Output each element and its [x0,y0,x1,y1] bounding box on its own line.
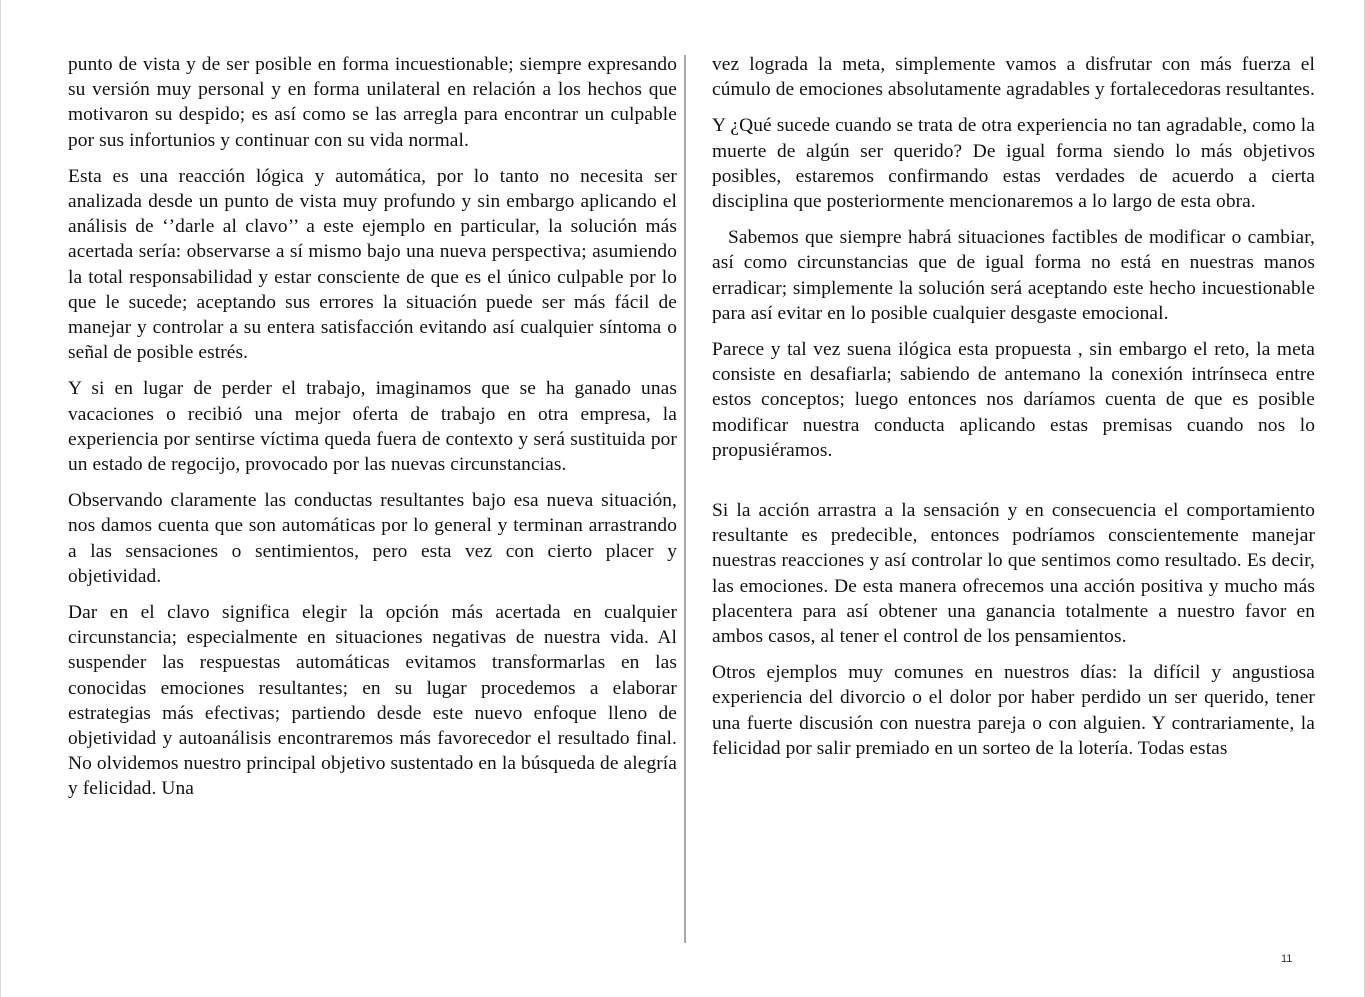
paragraph: Dar en el clavo significa elegir la opción más acertada en cualquier circunstancia; especialmente en situaciones negativas de nuestra vida. Al suspender las respuestas automáticas evitamos transformarlas en las conocidas emociones resultantes; en su lugar procedemos a elaborar estrategias más efectivas; partiendo desde este nuevo enfoque lleno de objetividad y autoanálisis encontraremos más favorecedor el resultado final. No olvidemos nuestro principal objetivo sustentado en la búsqueda de alegría y felicidad. Una [68,602,677,800]
paragraph: Si la acción arrastra a la sensación y en consecuencia el comportamiento resultante es predecible, entonces podríamos conscientemente manejar nuestras reacciones y así controlar lo que sentimos como resultado. Es decir, las emociones. De esta manera ofrecemos una acción positiva y mucho más placentera para así obtener una ganancia totalmente a nuestro favor en ambos casos, al tener el control de los pensamientos. [712,500,1315,648]
paragraph: Observando claramente las conductas resultantes bajo esa nueva situación, nos damos cuenta que son automáticas por lo general y terminan arrastrando a las sensaciones o sentimientos, pero esta vez con cierto placer y objetividad. [68,490,677,587]
paragraph: Otros ejemplos muy comunes en nuestros días: la difícil y angustiosa experiencia del divorcio o el dolor por haber perdido un ser querido, tener una fuerte discusión con nuestra pareja o con alguien. Y contrariamente, la felicidad por salir premiado en un sorteo de la lotería. Todas estas [712,662,1315,759]
right-text-column [712,52,1315,772]
paragraph: Sabemos que siempre habrá situaciones factibles de modificar o cambiar, así como circunstancias que de igual forma no está en nuestras manos erradicar; simplemente la solución será aceptando este hecho incuestionable para así evitar en lo posible cualquier desgaste emocional. [712,227,1315,324]
column-divider [684,55,686,943]
paragraph: vez lograda la meta, simplemente vamos a disfrutar con más fuerza el cúmulo de emociones absolutamente agradables y fortalecedoras resultantes. [712,54,1315,101]
paragraph: Esta es una reacción lógica y automática, por lo tanto no necesita ser analizada desde un punto de vista muy profundo y sin embargo aplicando el análisis de ‘’darle al clavo’’ a este ejemplo en particular, la solución más acertada sería: observarse a sí mismo bajo una nueva perspectiva; asumiendo la total responsabilidad y estar consciente de que es el único culpable por lo que le sucede; aceptando sus errores la situación puede ser más fácil de manejar y controlar a su entera satisfacción evitando así cualquier síntoma o señal de posible estrés. [68,165,677,364]
paragraph: Y ¿Qué sucede cuando se trata de otra experiencia no tan agradable, como la muerte de algún ser querido? De igual forma siendo lo más objetivos posibles, estaremos confirmando estas verdades de acuerdo a cierta disciplina que posteriormente mencionaremos a lo largo de esta obra. [712,115,1315,213]
paragraph: punto de vista y de ser posible en forma incuestionable; siempre expresando su versión muy personal y en forma unilateral en relación a los hechos que motivaron su despido; es así como se las arregla para encontrar un culpable por sus infortunios y continuar con su vida normal. [68,54,677,151]
page-number: 11 [1281,953,1293,965]
left-text-column [68,52,677,813]
paragraph: Parece y tal vez suena ilógica esta propuesta , sin embargo el reto, la meta consiste en desafiarla; sabiendo de antemano la conexión intrínseca entre estos conceptos; luego entonces nos daríamos cuenta de que es posible modificar nuestra conducta aplicando estas premisas cuando nos lo propusiéramos. [712,339,1315,461]
paragraph: Y si en lugar de perder el trabajo, imaginamos que se ha ganado unas vacaciones o recibió una mejor oferta de trabajo en otra empresa, la experiencia por sentirse víctima queda fuera de contexto y será sustituida por un estado de regocijo, provocado por las nuevas circunstancias. [68,378,677,476]
